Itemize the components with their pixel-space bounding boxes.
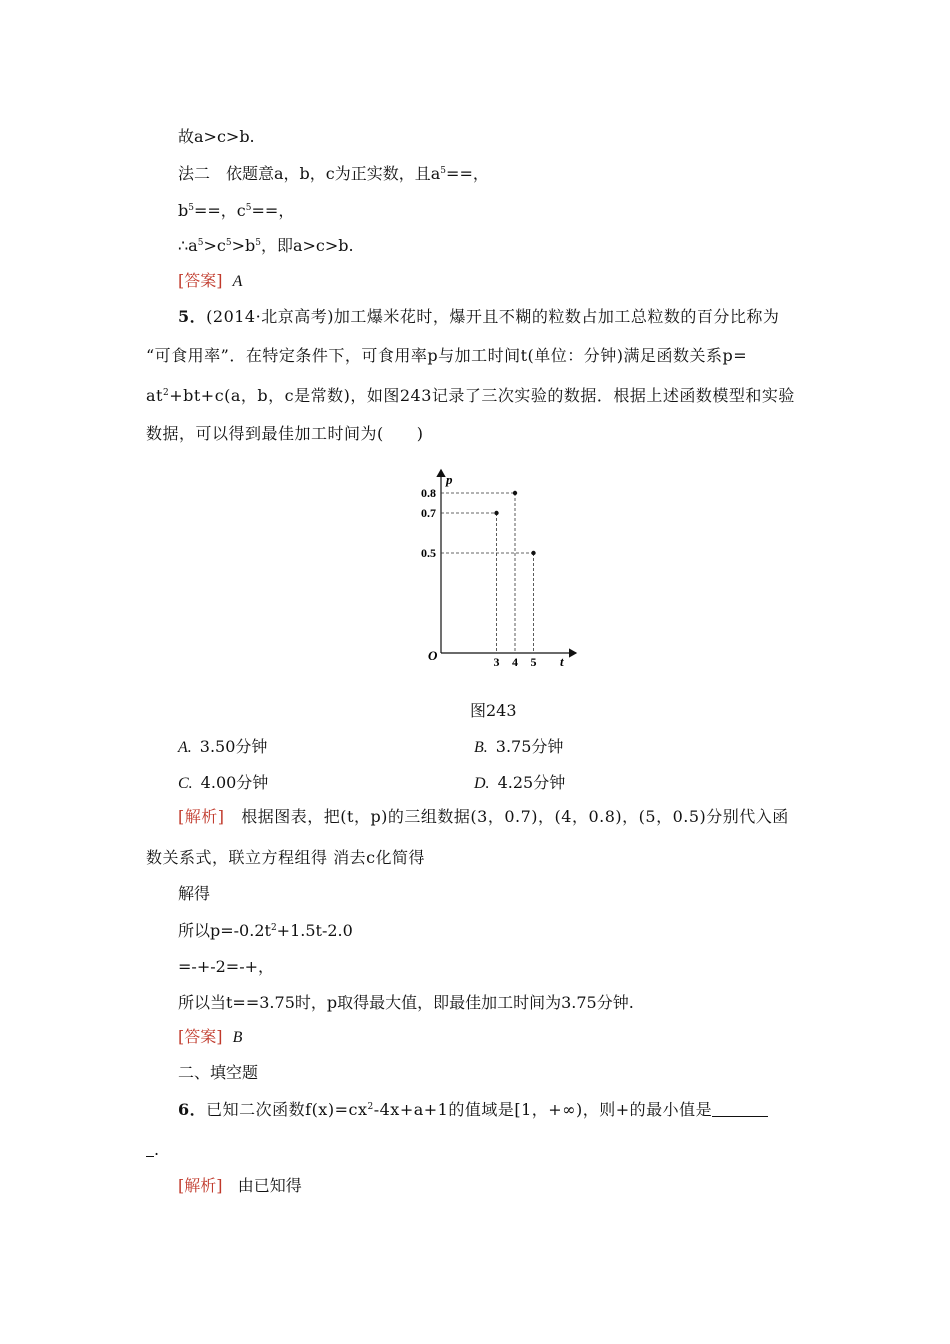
answer-tag: [答案]	[178, 271, 223, 290]
question-5-line: “可食用率”．在特定条件下，可食用率p与加工时间t(单位：分钟)满足函数关系p=	[146, 346, 748, 365]
text-line: $b^5==$，$c^5==$，	[178, 201, 295, 220]
option-d: D. 4.25分钟	[474, 773, 566, 792]
solution-line: 数关系式，联立方程组得 消去c化简得	[146, 848, 426, 867]
scatter-chart	[408, 460, 588, 685]
answer-value: B	[232, 1029, 243, 1046]
solution-line: 所以$p=-0.2t^2+1.5t-2.0$	[178, 921, 353, 940]
text-line: 法二 依题意a，b，c为正实数，且$a^5==$，	[178, 164, 489, 183]
answer-line	[178, 270, 242, 293]
question-number: 6．	[178, 1100, 207, 1119]
question-5-line: 数据，可以得到最佳加工时间为( )	[146, 424, 424, 443]
text-line: $\therefore a^5>c^5>b^5$，即a>c>b.	[178, 236, 354, 255]
x-tick-label: 3	[493, 655, 500, 669]
solution-tag: [解析]	[178, 1176, 223, 1195]
question-5-line: $at^2+bt+c(a$，b，c是常数)，如图243记录了三次实验的数据．根据上述函数模型和实验	[146, 386, 795, 405]
y-tick-label: 0.5	[421, 546, 436, 560]
answer-tag: [答案]	[178, 1027, 223, 1046]
solution-line: 解得	[178, 884, 211, 903]
answer-value: A	[232, 273, 243, 290]
solution-line: [解析] 根据图表，把(t，p)的三组数据(3，0.7)，(4，0.8)，(5，0.5)分别代入函	[178, 807, 789, 826]
origin-label: O	[428, 648, 438, 663]
y-tick-label: 0.7	[421, 506, 436, 520]
solution-tag: [解析]	[178, 807, 225, 826]
data-point	[513, 491, 517, 495]
y-axis-label: p	[446, 472, 453, 487]
solution-line: [解析] 由已知得	[178, 1176, 302, 1195]
section-title: 二、填空题	[178, 1063, 259, 1082]
question-number: 5．	[178, 307, 207, 326]
x-axis-label: t	[560, 654, 564, 669]
x-tick-label: 5	[530, 655, 537, 669]
answer-blank	[146, 1142, 154, 1157]
option-a: A. 3.50分钟	[178, 737, 268, 756]
option-b: B. 3.75分钟	[474, 737, 564, 756]
option-c: C. 4.00分钟	[178, 773, 269, 792]
solution-line: =-+-2=-+，	[178, 957, 275, 976]
question-6-line: 6．已知二次函数$f(x)=cx^2-4x+a+1$的值域是[1，+∞)，则+的最小值是	[178, 1099, 768, 1121]
question-6-line: .	[146, 1139, 159, 1161]
y-tick-label: 0.8	[421, 486, 436, 500]
data-point	[531, 551, 535, 555]
question-5-line: 5．(2014·北京高考)加工爆米花时，爆开且不糊的粒数占加工总粒数的百分比称为	[178, 307, 780, 326]
x-tick-label: 4	[512, 655, 518, 669]
figure-caption: 图243	[470, 701, 517, 720]
solution-line: 所以当t==3.75时，p取得最大值，即最佳加工时间为3.75分钟.	[178, 993, 634, 1012]
data-point	[494, 511, 498, 515]
answer-blank	[712, 1102, 768, 1117]
answer-line	[178, 1026, 242, 1049]
text-line: 故a>c>b.	[178, 127, 255, 146]
